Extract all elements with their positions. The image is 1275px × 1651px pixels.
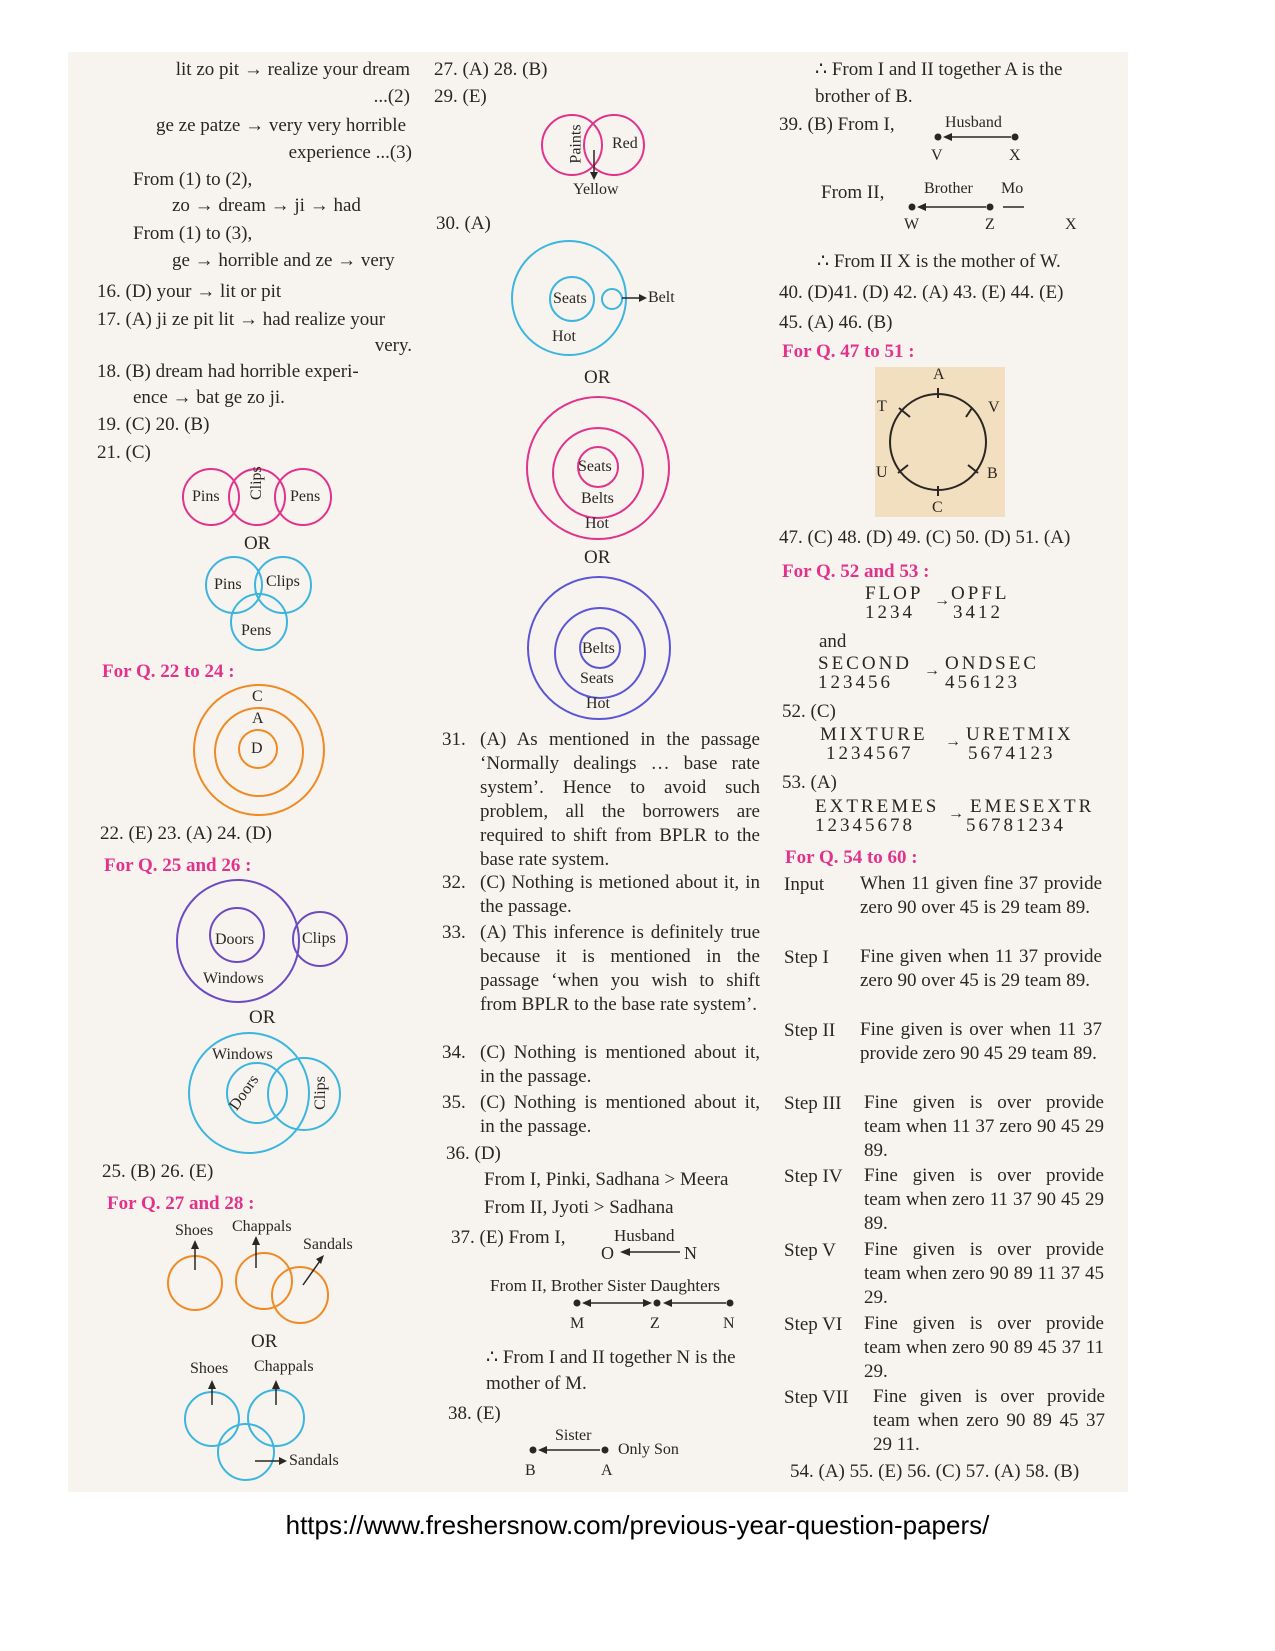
answer-number: 31.	[442, 729, 466, 750]
venn-label: Doors	[215, 931, 255, 948]
relation-label: Brother	[924, 180, 973, 197]
step-text: Fine given is over provide team when zero 90 89 45 37 11 29.	[864, 1313, 1104, 1382]
step-label: Step V	[784, 1240, 836, 1261]
node-label: W	[904, 216, 920, 233]
or-label: OR	[251, 1331, 278, 1352]
step-label: Input	[784, 874, 825, 895]
answer-47-51: 47. (C) 48. (D) 49. (C) 50. (D) 51. (A)	[779, 527, 1071, 548]
relation-label: Mo	[1001, 180, 1024, 197]
step-text: Fine given is over provide team when zero 90 89 45 37 29 11.	[873, 1386, 1105, 1455]
section-heading: For Q. 25 and 26 :	[104, 855, 252, 876]
venn-label: Clips	[266, 573, 300, 590]
text-line: From II,	[821, 182, 885, 203]
venn-label: C	[252, 688, 263, 705]
code-positions: 1234	[865, 602, 915, 623]
text-line: From (1) to (2),	[133, 169, 253, 190]
node-label: V	[931, 147, 943, 164]
text-line: ge ze patze → very very horrible	[155, 115, 406, 136]
code-output: EMESEXTR	[970, 796, 1095, 817]
venn-label: Chappals	[254, 1358, 314, 1375]
code-output: URETMIX	[966, 724, 1074, 745]
venn-label: A	[252, 710, 264, 727]
or-label: OR	[584, 367, 611, 388]
step-label: Step IV	[784, 1166, 843, 1187]
step-text: Fine given when 11 37 provide zero 90 over 45 is 29 team 89.	[860, 946, 1102, 991]
answer-32: (C) Nothing is metioned about it, in the passage.	[480, 872, 760, 917]
seat-label: V	[988, 399, 1000, 416]
step-text: Fine given is over provide team when zero 11 37 90 45 29 89.	[864, 1165, 1104, 1234]
code-output-positions: 5674123	[968, 743, 1056, 764]
answer-38: 38. (E)	[448, 1403, 501, 1424]
or-label: OR	[244, 533, 271, 554]
answer-35: (C) Nothing is mentioned about it, in the passage.	[480, 1092, 760, 1137]
node-label: X	[1065, 216, 1077, 233]
section-heading: For Q. 22 to 24 :	[102, 661, 235, 682]
code-word: SECOND	[818, 653, 913, 674]
arrow-icon: →	[945, 733, 961, 750]
venn-label: Belts	[581, 490, 614, 507]
step-label: Step III	[784, 1093, 842, 1114]
node-label: Z	[650, 1315, 660, 1332]
answer-18: 18. (B) dream had horrible experi-	[97, 361, 359, 382]
relation-label: Husband	[614, 1226, 675, 1245]
venn-label: Seats	[553, 290, 587, 307]
code-word: MIXTURE	[820, 724, 928, 745]
venn-label: Doors	[225, 1071, 263, 1114]
venn-label: Hot	[552, 328, 576, 345]
node-label: A	[601, 1462, 613, 1479]
answer-17-cont: very.	[374, 335, 412, 356]
text-line: experience ...(3)	[288, 142, 412, 163]
section-heading: For Q. 54 to 60 :	[785, 847, 918, 868]
relation-label: Sister	[555, 1427, 592, 1444]
answer-53: 53. (A)	[782, 772, 837, 793]
answer-18-cont: ence → bat ge zo ji.	[133, 387, 285, 408]
venn-label: Chappals	[232, 1218, 292, 1235]
answer-21: 21. (C)	[97, 442, 151, 463]
or-label: OR	[584, 547, 611, 568]
section-heading: For Q. 52 and 53 :	[782, 561, 930, 582]
step-label: Step VI	[784, 1314, 843, 1335]
text-line: From (1) to (3),	[133, 223, 253, 244]
answer-22-24: 22. (E) 23. (A) 24. (D)	[100, 823, 273, 844]
answer-number: 32.	[442, 872, 466, 893]
code-output-positions: 456123	[945, 672, 1020, 693]
answer-16: 16. (D) your → lit or pit	[97, 281, 282, 302]
text-line: ...(2)	[373, 86, 410, 107]
code-positions: 12345678	[815, 815, 915, 836]
venn-label: Yellow	[573, 181, 619, 198]
relation-label: Husband	[945, 114, 1002, 131]
answer-25-26: 25. (B) 26. (E)	[102, 1161, 214, 1182]
venn-label: Pins	[192, 488, 220, 505]
answer-number: 34.	[442, 1042, 466, 1063]
conclusion: ∴ From I and II together N is the	[486, 1347, 736, 1368]
venn-label: Hot	[585, 515, 609, 532]
step-text: Fine given is over when 11 37 provide zero 90 45 29 team 89.	[860, 1019, 1102, 1064]
answer-45-46: 45. (A) 46. (B)	[779, 312, 893, 333]
venn-label: Sandals	[303, 1236, 353, 1253]
code-positions: 123456	[818, 672, 893, 693]
answer-number: 35.	[442, 1092, 466, 1113]
answer-52: 52. (C)	[782, 701, 836, 722]
or-label: OR	[249, 1007, 276, 1028]
text-line: lit zo pit → realize your dream	[175, 59, 410, 80]
code-output-positions: 56781234	[966, 815, 1066, 836]
venn-label: D	[251, 740, 263, 757]
answer-17: 17. (A) ji ze pit lit → had realize your	[97, 309, 386, 330]
step-text: When 11 given fine 37 provide zero 90 over 45 is 29 team 89.	[860, 873, 1102, 918]
step-text: Fine given is over provide team when 11 37 zero 90 45 29 89.	[864, 1092, 1104, 1161]
seating-diagram-box	[875, 367, 1005, 517]
text-line: From I, Pinki, Sadhana > Meera	[484, 1169, 729, 1190]
answer-27-28: 27. (A) 28. (B)	[434, 59, 548, 80]
venn-label: Shoes	[190, 1360, 229, 1377]
venn-label: Seats	[578, 458, 612, 475]
answer-40-44: 40. (D)41. (D) 42. (A) 43. (E) 44. (E)	[779, 282, 1064, 303]
venn-label: Belts	[582, 640, 615, 657]
node-label: N	[723, 1315, 735, 1332]
venn-label: Windows	[203, 970, 264, 987]
venn-label: Clips	[311, 1076, 329, 1110]
step-label: Step VII	[784, 1387, 849, 1408]
arrow-icon: →	[924, 662, 940, 679]
text-line: and	[819, 631, 847, 652]
node-label: O	[601, 1243, 614, 1263]
answer-37: 37. (E) From I,	[451, 1227, 566, 1248]
text-line: From II, Jyoti > Sadhana	[484, 1197, 674, 1218]
relation-label: From II, Brother Sister Daughters	[490, 1276, 720, 1295]
venn-label: Seats	[580, 670, 614, 687]
code-output: OPFL	[951, 583, 1010, 604]
code-word: EXTREMES	[815, 796, 940, 817]
answer-33: (A) This inference is definitely true because it is mentioned in the passage ‘when you wish to shift from BPLR to the base rate system’.	[480, 922, 760, 1015]
conclusion: brother of B.	[815, 86, 913, 107]
venn-label: Pens	[241, 622, 272, 639]
venn-label: Belt	[648, 289, 675, 306]
seat-label: T	[877, 398, 887, 415]
venn-label: Windows	[212, 1046, 273, 1063]
section-heading: For Q. 27 and 28 :	[107, 1193, 255, 1214]
venn-label: Clips	[248, 466, 265, 500]
seat-label: U	[876, 464, 888, 481]
text-line: zo → dream → ji → had	[172, 195, 361, 216]
node-label: N	[684, 1243, 697, 1263]
step-label: Step II	[784, 1020, 836, 1041]
answer-36: 36. (D)	[446, 1143, 501, 1164]
arrow-icon: →	[948, 805, 964, 822]
answer-19-20: 19. (C) 20. (B)	[97, 414, 210, 435]
code-word: FLOP	[865, 583, 924, 604]
answer-39: 39. (B) From I,	[779, 114, 895, 135]
venn-label: Hot	[586, 695, 610, 712]
code-positions: 1234567	[826, 743, 914, 764]
step-text: Fine given is over provide team when zero 90 89 11 37 45 29.	[864, 1239, 1104, 1308]
venn-label: Red	[612, 135, 638, 152]
source-url[interactable]: https://www.freshersnow.com/previous-year-question-papers/	[285, 1510, 990, 1540]
venn-label: Sandals	[289, 1452, 339, 1469]
seat-label: A	[933, 366, 945, 383]
node-label: B	[525, 1462, 536, 1479]
venn-label: Pins	[214, 576, 242, 593]
conclusion: mother of M.	[486, 1373, 587, 1394]
code-output-positions: 3412	[953, 602, 1003, 623]
node-label: Z	[985, 216, 995, 233]
venn-label: Pens	[290, 488, 321, 505]
code-output: ONDSEC	[945, 653, 1040, 674]
venn-label: Clips	[302, 930, 336, 947]
step-label: Step I	[784, 947, 829, 968]
answer-number: 33.	[442, 922, 466, 943]
arrow-icon: →	[934, 592, 950, 609]
venn-label: Shoes	[175, 1222, 214, 1239]
answer-34: (C) Nothing is mentioned about it, in the passage.	[480, 1042, 760, 1087]
node-label: M	[570, 1315, 585, 1332]
seat-label: B	[987, 465, 998, 482]
answer-31: (A) As mentioned in the passage ‘Normally dealings … base rate system’. Hence to avoid such problem, all the borrowers are required to shift from BPLR to the base rate system.	[480, 729, 760, 870]
node-label: X	[1009, 147, 1021, 164]
text-line: ge → horrible and ze → very	[172, 250, 395, 271]
venn-label: Paints	[567, 124, 585, 164]
seat-label: C	[932, 499, 943, 516]
answer-30: 30. (A)	[436, 213, 491, 234]
conclusion: ∴ From II X is the mother of W.	[817, 251, 1061, 272]
answer-54-58: 54. (A) 55. (E) 56. (C) 57. (A) 58. (B)	[790, 1461, 1080, 1482]
answer-29: 29. (E)	[434, 86, 487, 107]
relation-label: Only Son	[618, 1441, 679, 1458]
section-heading: For Q. 47 to 51 :	[782, 341, 915, 362]
conclusion: ∴ From I and II together A is the	[815, 59, 1063, 80]
